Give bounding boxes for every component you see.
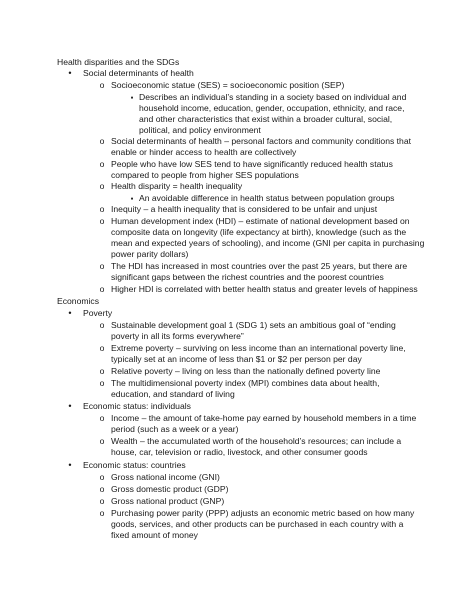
list-item-hdi: composite data on longevity (life expectancy at birth), knowledge (such as the <box>111 227 407 237</box>
list-item-hdi-increase: significant gaps between the richest countries and the poorest countries <box>111 272 384 282</box>
list-item-low-ses: compared to people from higher SES populations <box>111 170 299 180</box>
bullet-level1: • <box>68 68 72 78</box>
list-item-mpi: The multidimensional poverty index (MPI) combines data about health, <box>111 378 380 388</box>
list-item-gni: Gross national income (GNI) <box>111 472 220 482</box>
list-item-poverty: Poverty <box>83 308 113 318</box>
bullet-level1: • <box>68 460 72 470</box>
list-item-individuals: Economic status: individuals <box>83 401 191 411</box>
list-item-wealth: house, car, television or radio, livestock, and other consumer goods <box>111 447 368 457</box>
list-item-mpi: education, and standard of living <box>111 389 235 399</box>
bullet-level2: o <box>99 261 105 271</box>
list-item-income: period (such as a week or a year) <box>111 424 239 434</box>
list-item-countries: Economic status: countries <box>83 460 186 470</box>
bullet-level1: • <box>68 401 72 411</box>
list-item-hdi: Human development index (HDI) – estimate of national development based on <box>111 216 410 226</box>
list-item-sdg1: poverty in all its forms everywhere” <box>111 331 244 341</box>
list-item-ppp: goods, services, and other products can be purchased in each country with a <box>111 519 404 529</box>
list-item-low-ses: People who have low SES tend to have significantly reduced health status <box>111 159 393 169</box>
list-item-ppp: Purchasing power parity (PPP) adjusts an economic metric based on how many <box>111 508 415 518</box>
list-item-ses-desc: Describes an individual’s standing in a society based on individual and <box>139 92 407 102</box>
list-item-sdg1: Sustainable development goal 1 (SDG 1) sets an ambitious goal of “ending <box>111 320 396 330</box>
bullet-level2: o <box>99 181 105 191</box>
bullet-level2: o <box>99 413 105 423</box>
list-item-sdoh-def: enable or hinder access to health are collectively <box>111 147 297 157</box>
list-item-ses: Socioeconomic statue (SES) = socioeconomic position (SEP) <box>111 80 345 90</box>
list-item-hdi-increase: The HDI has increased in most countries over the past 25 years, but there are <box>111 261 408 271</box>
bullet-level1: • <box>68 308 72 318</box>
bullet-level2: o <box>99 159 105 169</box>
list-item-gdp: Gross domestic product (GDP) <box>111 484 229 494</box>
list-item-hdi: mean and expected years of schooling), and income (GNI per capita in purchasing <box>111 238 425 248</box>
bullet-level2: o <box>99 484 105 494</box>
bullet-level2: o <box>99 378 105 388</box>
list-item-ppp: fixed amount of money <box>111 530 198 540</box>
bullet-level2: o <box>99 508 105 518</box>
bullet-level2: o <box>99 204 105 214</box>
bullet-level2: o <box>99 366 105 376</box>
list-item-disparity: Health disparity = health inequality <box>111 181 243 191</box>
bullet-level3: ▪ <box>130 194 134 203</box>
list-item-relative-poverty: Relative poverty – living on less than the nationally defined poverty line <box>111 366 381 376</box>
bullet-level2: o <box>99 436 105 446</box>
bullet-level2: o <box>99 343 105 353</box>
list-item-ses-desc: household income, education, gender, occupation, ethnicity, and race, <box>139 103 405 113</box>
bullet-level2: o <box>99 80 105 90</box>
bullet-level2: o <box>99 284 105 294</box>
list-item-sdoh-def: Social determinants of health – personal factors and community conditions that <box>111 136 411 146</box>
bullet-level2: o <box>99 472 105 482</box>
section-title: Economics <box>57 296 100 306</box>
list-item-ses-desc: political, and policy environment <box>139 125 261 135</box>
list-item-hdi-higher: Higher HDI is correlated with better health status and greater levels of happiness <box>111 284 418 294</box>
list-item-sdoh: Social determinants of health <box>83 68 194 78</box>
list-item-wealth: Wealth – the accumulated worth of the household’s resources; can include a <box>111 436 402 446</box>
list-item-extreme-poverty: typically set at an income of less than $1 or $2 per person per day <box>111 354 362 364</box>
section-title: Health disparities and the SDGs <box>57 57 180 67</box>
list-item-ses-desc: and other characteristics that exist within a broader cultural, social, <box>139 114 393 124</box>
list-item-income: Income – the amount of take-home pay earned by household members in a time <box>111 413 417 423</box>
bullet-level2: o <box>99 320 105 330</box>
list-item-extreme-poverty: Extreme poverty – surviving on less income than an international poverty line, <box>111 343 406 353</box>
bullet-level3: ▪ <box>130 93 134 102</box>
list-item-disparity-desc: An avoidable difference in health status between population groups <box>139 193 395 203</box>
bullet-level2: o <box>99 136 105 146</box>
bullet-level2: o <box>99 496 105 506</box>
list-item-gnp: Gross national product (GNP) <box>111 496 225 506</box>
bullet-level2: o <box>99 216 105 226</box>
list-item-inequity: Inequity – a health inequality that is considered to be unfair and unjust <box>111 204 378 214</box>
list-item-hdi: power parity dollars) <box>111 249 189 259</box>
